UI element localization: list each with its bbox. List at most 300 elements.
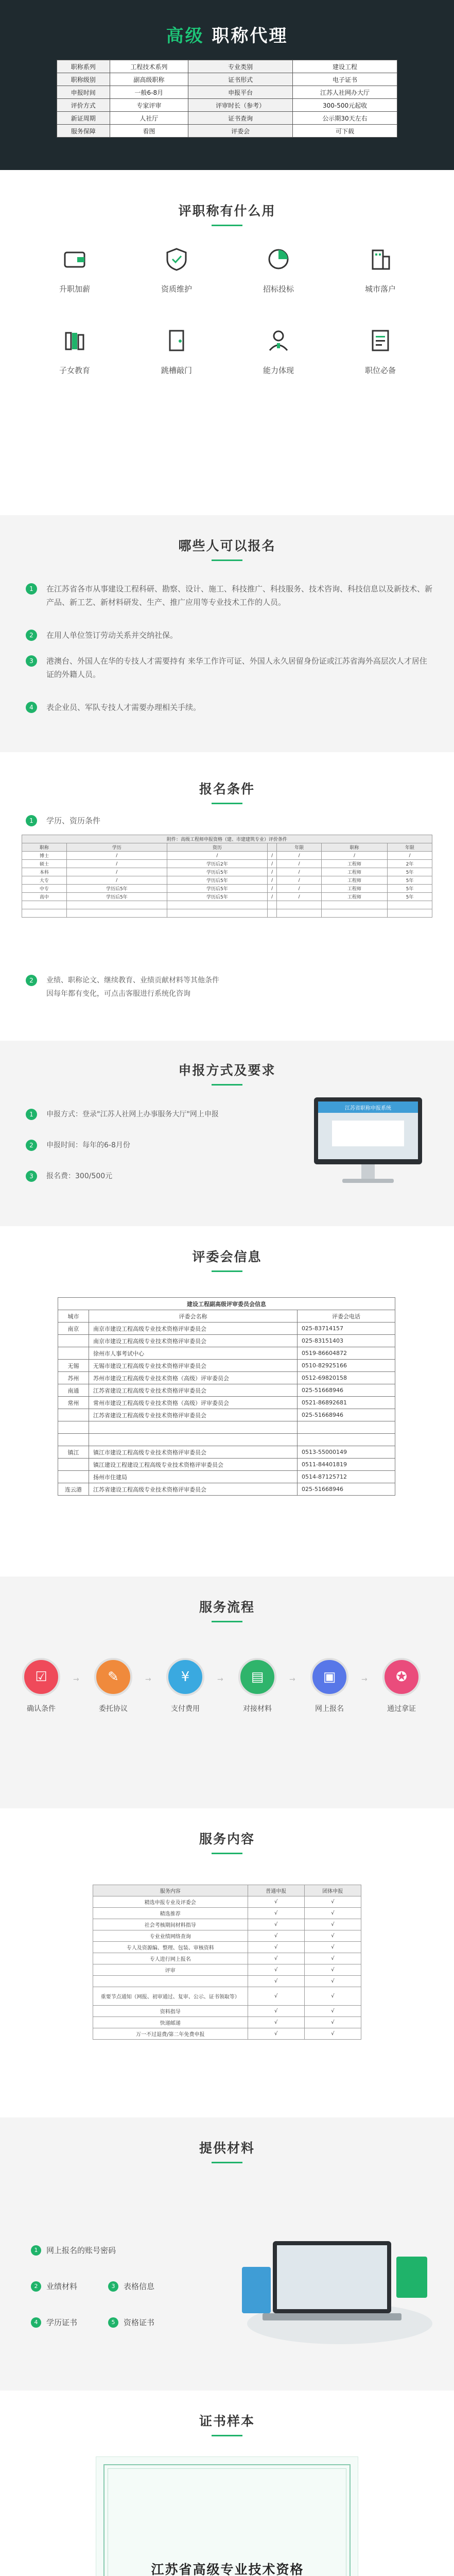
- person-icon: [266, 328, 291, 353]
- cond-cell: /: [277, 860, 322, 868]
- document-icon: [396, 2257, 427, 2298]
- cond-cell: 5年: [387, 868, 432, 876]
- who-title-underline: [212, 560, 242, 561]
- eval-cell: 025-51668946: [298, 1384, 395, 1397]
- cond-cell: 5年: [387, 876, 432, 885]
- svc-cell: √: [248, 1953, 304, 1964]
- mat-title-underline: [212, 2162, 242, 2163]
- flow-arrow-icon: →: [73, 1675, 79, 1684]
- flow-arrow-icon: →: [361, 1675, 368, 1684]
- why-item: [245, 328, 312, 376]
- cond-cell: 高中: [22, 893, 67, 901]
- hero-title: 高级 职称代理: [166, 26, 288, 46]
- cond-cell: /: [66, 868, 167, 876]
- table-row: [93, 1976, 361, 1987]
- flow-step: [232, 1658, 283, 1714]
- why-item: [143, 246, 210, 294]
- hero-value: 一般6-8月: [110, 86, 188, 99]
- table-row: [22, 852, 432, 860]
- material-item: 5 资格证书: [108, 2317, 154, 2328]
- table-row: [58, 1335, 395, 1347]
- hero-key: 证书形式: [188, 73, 293, 86]
- eval-cell: [89, 1421, 298, 1434]
- folder-icon: ▤: [251, 1669, 264, 1685]
- hero-value: 工程技术系列: [110, 60, 188, 73]
- service-section: [0, 1808, 454, 2117]
- why-section: [0, 170, 454, 515]
- eval-cell: 025-51668946: [298, 1483, 395, 1496]
- flow-section: [0, 1577, 454, 1808]
- table-row: [58, 1323, 395, 1335]
- hero-row: [57, 60, 397, 73]
- table-row: [93, 1953, 361, 1964]
- eval-cell: [58, 1335, 89, 1347]
- shield-icon: [164, 246, 189, 272]
- svc-cell: √: [304, 1908, 361, 1919]
- document-icon: [368, 328, 393, 353]
- eval-cell: [89, 1434, 298, 1446]
- table-row: [93, 2017, 361, 2028]
- hero-key: 职称系列: [57, 60, 110, 73]
- cond-cell: 5年: [387, 885, 432, 893]
- svc-cell: 重要节点通知（网报、初审通过、复审、公示、证书领取等）: [93, 1987, 248, 2006]
- why-item: [245, 246, 312, 294]
- conditions-section: [0, 752, 454, 1041]
- cond-cell: 工程师: [322, 885, 388, 893]
- hero-key: 证书查询: [188, 112, 293, 125]
- eval-header-cell: 评委会名称: [89, 1310, 298, 1323]
- cond-header-cell: 职称: [22, 843, 67, 852]
- eval-cell: 连云港: [58, 1483, 89, 1496]
- table-row: [58, 1360, 395, 1372]
- flow-step-label: 支付费用: [171, 1705, 200, 1713]
- hero-row: [57, 99, 397, 112]
- cond-cell: 工程师: [322, 860, 388, 868]
- table-row: [58, 1471, 395, 1483]
- cond-cell: 硕士: [22, 860, 67, 868]
- hero-value: 副高级职称: [110, 73, 188, 86]
- hero-section: [0, 0, 454, 170]
- cond-cell: /: [387, 852, 432, 860]
- svc-cell: 资料指导: [93, 2006, 248, 2017]
- flow-step: [15, 1658, 67, 1714]
- why-item-label: 跳槽敲门: [161, 366, 192, 375]
- cond-cell: 本科: [22, 868, 67, 876]
- cond-cell: /: [267, 860, 276, 868]
- who-item: 1 在江苏省各市从事建设工程科研、勘察、设计、施工、科技推广、科技服务、技术咨询、科技信息以及新技术、新产品、新工艺、新材料研发、生产、推广应用等专业技术工作的人员。: [26, 582, 432, 609]
- cond-cell: [267, 901, 276, 909]
- hero-row: [57, 86, 397, 99]
- cond-cell: [22, 901, 67, 909]
- cond-cell: /: [267, 876, 276, 885]
- eval-cell: 常州: [58, 1397, 89, 1409]
- svc-cell: √: [248, 2028, 304, 2040]
- why-title: 评职称有什么用: [178, 204, 276, 218]
- why-title-underline: [212, 225, 242, 226]
- eval-cell: 无锡: [58, 1360, 89, 1372]
- table-row: [58, 1347, 395, 1360]
- payment-icon: ¥: [181, 1669, 190, 1685]
- chart-icon: [266, 246, 291, 272]
- cond-cell: 工程师: [322, 893, 388, 901]
- hero-info-table: [57, 60, 397, 138]
- cond-header-cell: 学历: [66, 843, 167, 852]
- svc-cell: √: [304, 1987, 361, 2006]
- svc-cell: √: [304, 1942, 361, 1953]
- svc-cell: √: [248, 2017, 304, 2028]
- cond-cell: /: [277, 852, 322, 860]
- flow-step-label: 网上报名: [315, 1705, 344, 1713]
- cond-cell: /: [66, 852, 167, 860]
- cond-cell: /: [66, 876, 167, 885]
- committee-table: [58, 1297, 395, 1496]
- eval-cell: 江苏省建设工程高级专业技术资格评审委员会: [89, 1483, 298, 1496]
- flow-step: [160, 1658, 211, 1714]
- eval-cell: 南通: [58, 1384, 89, 1397]
- eval-cell: 徐州市人事考试中心: [89, 1347, 298, 1360]
- cond-intro: 1 学历、资历条件: [26, 814, 432, 827]
- material-item: 1 网上报名的账号密码: [31, 2245, 116, 2256]
- cond-cell: 博士: [22, 852, 67, 860]
- cond-title: 报名条件: [199, 782, 255, 796]
- flow-step: [304, 1658, 355, 1714]
- cond-cell: /: [277, 876, 322, 885]
- mat-title: 提供材料: [199, 2141, 255, 2156]
- cond-cell: /: [167, 852, 267, 860]
- svc-cell: √: [304, 2028, 361, 2040]
- eval-cell: [298, 1421, 395, 1434]
- table-row: [93, 1942, 361, 1953]
- cond-cell: /: [267, 893, 276, 901]
- cond-cell: /: [277, 893, 322, 901]
- who-item: 3 港澳台、外国人在华的专技人才需要持有 来华工作许可证、外国人永久居留身份证或江苏省海外高层次人才居住证的外籍人员。: [26, 654, 432, 681]
- flow-step: [88, 1658, 139, 1714]
- why-item-label: 资质维护: [161, 284, 192, 294]
- cond-header-cell: [267, 843, 276, 852]
- apply-section: [0, 1041, 454, 1226]
- cond-cell: [66, 901, 167, 909]
- svc-cell: √: [304, 1896, 361, 1908]
- hero-value: 建设工程: [293, 60, 397, 73]
- cond-cell: 5年: [387, 893, 432, 901]
- table-row: [58, 1384, 395, 1397]
- eval-cell: [58, 1421, 89, 1434]
- cond-header-cell: 年限: [277, 843, 322, 852]
- table-row: [93, 1930, 361, 1942]
- cond-cell: /: [277, 885, 322, 893]
- apply-title-underline: [212, 1084, 242, 1086]
- cond-cell: 学历后5年: [167, 876, 267, 885]
- eval-header-cell: 城市: [58, 1310, 89, 1323]
- cond-cell: 工程师: [322, 868, 388, 876]
- cond-cell: /: [322, 852, 388, 860]
- cert-title-underline: [212, 2435, 242, 2436]
- eval-cell: 常州市建设工程高级专业技术资格（高级）评审委员会: [89, 1397, 298, 1409]
- material-item: 2 业绩材料: [31, 2281, 77, 2292]
- table-row: [22, 885, 432, 893]
- svc-cell: √: [248, 1908, 304, 1919]
- table-row: [58, 1446, 395, 1459]
- hero-value: 公示期30天左右: [293, 112, 397, 125]
- monitor-illustration: [304, 1097, 432, 1190]
- svc-cell: √: [248, 2006, 304, 2017]
- cond-header-cell: 年限: [387, 843, 432, 852]
- svc-header-cell: 团体申报: [304, 1885, 361, 1896]
- table-row: [58, 1434, 395, 1446]
- flow-title-underline: [212, 1621, 242, 1622]
- eval-cell: [58, 1347, 89, 1360]
- eval-cell: 镇江市建设工程高级专业技术资格评审委员会: [89, 1446, 298, 1459]
- laptop-base: [263, 2313, 401, 2320]
- eval-table-title: 建设工程副高级评审委员会信息: [58, 1298, 395, 1310]
- eval-cell: 0510-82925166: [298, 1360, 395, 1372]
- cond-cell: /: [277, 868, 322, 876]
- svc-cell: √: [248, 1919, 304, 1930]
- table-row: [22, 876, 432, 885]
- eval-cell: 南京: [58, 1323, 89, 1335]
- why-item-label: 能力体现: [263, 366, 294, 375]
- cond-header-cell: 职称: [322, 843, 388, 852]
- hero-row: [57, 112, 397, 125]
- hero-value: 可下载: [293, 125, 397, 138]
- flow-arrow-icon: →: [289, 1675, 295, 1684]
- eval-cell: 苏州市建设工程高级专业技术资格（高级）评审委员会: [89, 1372, 298, 1384]
- laptop-display: [277, 2245, 387, 2309]
- table-row: [58, 1409, 395, 1421]
- desk-illustration: [242, 2205, 432, 2360]
- cond-cell: [277, 909, 322, 918]
- svc-cell: 专人进行网上报名: [93, 1953, 248, 1964]
- contract-icon: ✎: [108, 1669, 119, 1685]
- flow-arrow-icon: →: [217, 1675, 223, 1684]
- eval-cell: 南京市建设工程高级专业技术资格评审委员会: [89, 1323, 298, 1335]
- eval-cell: 0519-86604872: [298, 1347, 395, 1360]
- door-icon: [164, 328, 189, 353]
- table-row: [58, 1397, 395, 1409]
- screen-panel: [332, 1121, 404, 1146]
- cond-cell: [167, 909, 267, 918]
- svc-cell: √: [248, 1896, 304, 1908]
- service-table: [93, 1885, 361, 2040]
- cond-cell: 学历后5年: [167, 893, 267, 901]
- eval-cell: 南京市建设工程高级专业技术资格评审委员会: [89, 1335, 298, 1347]
- table-row: [93, 2006, 361, 2017]
- hero-key: 新证周期: [57, 112, 110, 125]
- eval-cell: 无锡市建设工程高级专业技术资格评审委员会: [89, 1360, 298, 1372]
- svc-title-underline: [212, 1853, 242, 1854]
- cond-note: 2 业绩、职称论文、继续教育、业绩贡献材料等其他条件: [26, 974, 432, 987]
- committee-section: [0, 1226, 454, 1577]
- wallet-icon: [62, 246, 88, 272]
- eval-cell: 025-83714157: [298, 1323, 395, 1335]
- table-row: [22, 909, 432, 918]
- hero-key: 评委会: [188, 125, 293, 138]
- cond-cell: 学历后5年: [167, 868, 267, 876]
- eval-cell: [58, 1471, 89, 1483]
- svc-cell: √: [304, 2017, 361, 2028]
- cond-cell: /: [267, 885, 276, 893]
- hero-row: [57, 125, 397, 138]
- hero-value: 电子证书: [293, 73, 397, 86]
- cond-cell: 学历后2年: [167, 860, 267, 868]
- who-item: 4 表企业员、军队专技人才需要办理相关手续。: [26, 701, 432, 714]
- hero-value: 300-500元起收: [293, 99, 397, 112]
- eval-cell: [298, 1434, 395, 1446]
- svc-cell: 专人及资源编、整理、包装、审核资料: [93, 1942, 248, 1953]
- building-icon: [368, 246, 393, 272]
- table-row: [58, 1459, 395, 1471]
- table-row: [93, 1964, 361, 1976]
- eval-title: 评委会信息: [192, 1249, 262, 1264]
- svc-cell: √: [304, 1976, 361, 1987]
- table-row: [22, 893, 432, 901]
- cond-title-underline: [212, 803, 242, 804]
- books-icon: [62, 328, 88, 353]
- svc-cell: 万一不过退费/第二年免费申报: [93, 2028, 248, 2040]
- cond-cell: /: [66, 860, 167, 868]
- cond-cell: 学历后5年: [66, 885, 167, 893]
- cond-cell: [387, 909, 432, 918]
- eval-cell: 025-51668946: [298, 1409, 395, 1421]
- eval-cell: 江苏省建设工程高级专业技术资格评审委员会: [89, 1384, 298, 1397]
- cond-cell: [387, 901, 432, 909]
- table-row: [22, 901, 432, 909]
- eval-cell: 0513-55000149: [298, 1446, 395, 1459]
- svc-cell: √: [304, 1964, 361, 1976]
- table-row: [58, 1372, 395, 1384]
- cond-cell: 工程师: [322, 876, 388, 885]
- svc-cell: √: [304, 2006, 361, 2017]
- svc-cell: √: [248, 1964, 304, 1976]
- hero-key: 专业类别: [188, 60, 293, 73]
- table-row: [93, 2028, 361, 2040]
- flow-title: 服务流程: [199, 1600, 255, 1615]
- svc-cell: √: [304, 1930, 361, 1942]
- svc-cell: 精选申报专业及评委会: [93, 1896, 248, 1908]
- cond-note: 因每年都有变化，可点击客服进行系统化咨询: [46, 990, 190, 998]
- apply-title: 申报方式及要求: [178, 1063, 276, 1078]
- why-item: [41, 328, 108, 376]
- cond-table-title: 附件：高级工程师申报资格（建、市建建筑专业）评价条件: [22, 835, 432, 843]
- conditions-table: [22, 835, 432, 918]
- eval-cell: 镇江建设工程建设工程高级专业技术资格评审委员会: [89, 1459, 298, 1471]
- eval-cell: 025-83151403: [298, 1335, 395, 1347]
- svc-cell: √: [304, 1953, 361, 1964]
- why-item: [347, 328, 414, 376]
- cond-cell: /: [267, 868, 276, 876]
- certificate-section: [0, 2391, 454, 2576]
- table-row: [93, 1908, 361, 1919]
- who-title: 哪些人可以报名: [178, 538, 276, 553]
- cond-cell: 2年: [387, 860, 432, 868]
- monitor-neck: [361, 1164, 375, 1179]
- eval-cell: [58, 1434, 89, 1446]
- svc-cell: 评审: [93, 1964, 248, 1976]
- table-row: [93, 1919, 361, 1930]
- cert-heading: 江苏省高级专业技术资格: [151, 2562, 304, 2576]
- svc-cell: 快递邮递: [93, 2017, 248, 2028]
- eval-cell: 镇江: [58, 1446, 89, 1459]
- why-item: [347, 246, 414, 294]
- svc-cell: [93, 1976, 248, 1987]
- cond-cell: [322, 901, 388, 909]
- hero-value: 江苏人社网办大厅: [293, 86, 397, 99]
- table-row: [58, 1421, 395, 1434]
- flow-step: [376, 1658, 427, 1714]
- eval-header-cell: 评委会电话: [298, 1310, 395, 1323]
- eval-cell: 江苏省建设工程高级专业技术资格评审委员会: [89, 1409, 298, 1421]
- who-section: [0, 515, 454, 752]
- eval-cell: [58, 1409, 89, 1421]
- svc-cell: √: [248, 1930, 304, 1942]
- apply-item: 3 报名费：300/500元: [26, 1170, 268, 1183]
- table-row: [22, 868, 432, 876]
- hero-key: 申报时间: [57, 86, 110, 99]
- eval-cell: 0511-84401819: [298, 1459, 395, 1471]
- cond-cell: [267, 909, 276, 918]
- why-item-label: 城市落户: [364, 284, 396, 294]
- hero-key: 职称级别: [57, 73, 110, 86]
- table-row: [93, 1987, 361, 2006]
- material-item: 3 表格信息: [108, 2281, 154, 2292]
- why-item-label: 升职加薪: [59, 284, 90, 294]
- hero-key: 申报平台: [188, 86, 293, 99]
- monitor-base: [342, 1179, 394, 1183]
- why-item-label: 职位必备: [364, 366, 396, 375]
- cond-cell: 学历后5年: [66, 893, 167, 901]
- table-row: [22, 860, 432, 868]
- svc-cell: √: [248, 1942, 304, 1953]
- svc-cell: √: [248, 1976, 304, 1987]
- material-item: 4 学历证书: [31, 2317, 77, 2328]
- certificate-icon: ✪: [396, 1669, 407, 1685]
- flow-step-label: 确认条件: [27, 1705, 56, 1713]
- cond-cell: [66, 909, 167, 918]
- phone-icon: [242, 2267, 271, 2313]
- svc-cell: √: [248, 1987, 304, 2006]
- checklist-icon: ☑: [35, 1669, 47, 1685]
- cond-cell: 大专: [22, 876, 67, 885]
- cond-cell: 中专: [22, 885, 67, 893]
- cond-cell: 学历后5年: [167, 885, 267, 893]
- apply-item: 2 申报时间：每年的6-8月份: [26, 1139, 268, 1152]
- cert-title: 证书样本: [199, 2414, 255, 2429]
- flow-arrow-icon: →: [145, 1675, 151, 1684]
- why-item-label: 子女教育: [59, 366, 90, 375]
- cond-cell: /: [267, 852, 276, 860]
- table-row: [58, 1483, 395, 1496]
- cond-cell: [22, 909, 67, 918]
- svc-title: 服务内容: [199, 1832, 255, 1846]
- who-item: 2 在用人单位签订劳动关系并交纳社保。: [26, 629, 432, 642]
- apply-item: 1 申报方式：登录"江苏人社网上办事服务大厅"网上申报: [26, 1108, 268, 1121]
- materials-section: [0, 2117, 454, 2391]
- eval-cell: [58, 1459, 89, 1471]
- svc-header-cell: 服务内容: [93, 1885, 248, 1896]
- eval-cell: 0521-86892681: [298, 1397, 395, 1409]
- why-item-label: 招标投标: [263, 284, 294, 294]
- svc-header-cell: 普通申报: [248, 1885, 304, 1896]
- cond-cell: [322, 909, 388, 918]
- hero-value: 看图: [110, 125, 188, 138]
- hero-key: 评审时长（参考）: [188, 99, 293, 112]
- svc-cell: 专业业绩网络查询: [93, 1930, 248, 1942]
- svc-cell: 精选推荐: [93, 1908, 248, 1919]
- cond-header-cell: 资历: [167, 843, 267, 852]
- eval-cell: 0514-87125712: [298, 1471, 395, 1483]
- hero-key: 评价方式: [57, 99, 110, 112]
- cond-cell: [167, 901, 267, 909]
